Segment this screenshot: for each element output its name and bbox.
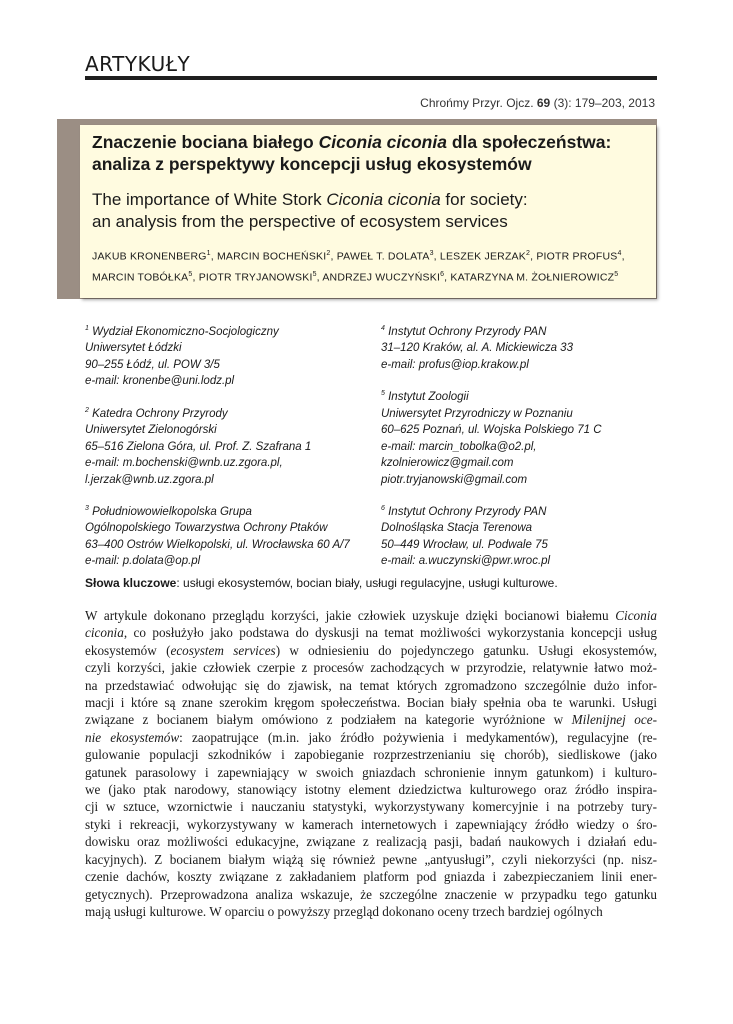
abstract-line: gulowanie populacji szkodników i zapobieganie rozprzestrzenianiu się chorób), siedliskowe (jako [85, 747, 657, 763]
keywords [85, 576, 665, 590]
keywords-label: Słowa kluczowe [85, 576, 177, 590]
abstract-line: ciconia, co posłużyło jako podstawa do dyskusji na temat możliwości wykorzystania koncepcji usług [85, 625, 657, 641]
author-list: JAKUB KRONENBERG$^1$, MARCIN BOCHEŃSKI$^2$, PAWEŁ T. DOLATA$^3$, LESZEK JERZAK$^2$, PIOTR PROFUS$^4$, MARCIN TOBÓŁKA$^5$, PIOTR TRYJANOWSKI$^5$, ANDRZEJ WUCZYŃSKI$^6$, KATARZYNA M. ŻOŁNIEROWICZ$^5$ [92, 250, 625, 283]
abstract-line: getycznych). Przeprowadzona analiza wskazuje, że szczególne znaczenie w przypadku tego gatunku [85, 886, 657, 902]
author-affiliation-mark: 5 [614, 270, 619, 278]
affiliation-line: e-mail: p.dolata@op.pl [85, 555, 201, 568]
author-affiliation-mark: 5 [312, 270, 317, 278]
section-rule [85, 76, 657, 80]
author-affiliation-mark: 4 [617, 250, 622, 257]
author-affiliation-mark: 2 [326, 250, 331, 257]
abstract-line: styki i rekreacji, wykorzystywany w kamerach internetowych i zapewniający źródło wiedzy o śro- [85, 816, 657, 832]
affiliations-right [381, 321, 661, 583]
affiliation-line: Ogólnopolskiego Towarzystwa Ochrony Ptaków [85, 522, 328, 535]
affiliation-block [381, 501, 661, 570]
author-affiliation-mark: 1 [206, 250, 211, 257]
affiliation-block [85, 403, 375, 488]
species-name: Ciconia ciconia [326, 190, 441, 209]
affiliation-line: l.jerzak@wnb.uz.zgora.pl [85, 473, 214, 486]
affiliation-line: 60–625 Poznań, ul. Wojska Polskiego 71 C [381, 424, 602, 437]
keywords-text: : usługi ekosystemów, bocian biały, usługi regulacyjne, usługi kulturowe. [176, 576, 558, 590]
abstract-line: macji i które są znane szerokim kręgom społeczeństwa. Bocian biały spełnia oba te warunki. Usługi [85, 695, 657, 711]
affiliation-number: 2 [85, 406, 89, 414]
abstract-line: czenie dachów, koszty związane z zakładaniem platform pod gniazda i zabezpieczaniem linii ener- [85, 869, 657, 885]
affiliation-block [85, 501, 375, 570]
affiliation-number: 5 [381, 390, 385, 398]
affiliation-line: piotr.tryjanowski@gmail.com [381, 473, 528, 486]
abstract-body [85, 607, 657, 920]
affiliation-line: e-mail: profus@iop.krakow.pl [381, 358, 529, 371]
section-label: ARTYKUŁY [85, 52, 191, 76]
abstract-line: cji w sztuce, wzornictwie i nauczaniu statystyki, wykorzystywany komercyjnie i na potrzeby tury- [85, 799, 657, 815]
affiliation-block [381, 386, 661, 488]
title-box [80, 125, 656, 298]
abstract-line: ekosystemów (ecosystem services) w odniesieniu do pojedynczego gatunku. Usługi ekosystemów, [85, 642, 657, 658]
affiliation-line: Uniwersytet Przyrodniczy w Poznaniu [381, 407, 573, 420]
author-name: MARCIN BOCHEŃSKI [216, 250, 327, 263]
citation-volume: 69 [536, 96, 551, 110]
abstract-line: na przedstawiać odwołując się do zjawisk, na temat których zgromadzono szczególnie dużo infor- [85, 677, 657, 693]
affiliation-line: $^4$ Instytut Ochrony Przyrody PAN [381, 325, 547, 338]
affiliation-number: 6 [381, 505, 385, 513]
abstract-line: czyli korzyści, jakie człowiek czerpie z procesów zachodzących w przyrodzie, relatywnie łatwo moż- [85, 660, 657, 676]
affiliations-left [85, 321, 375, 583]
citation-prefix: Chrońmy Przyr. Ojcz. [420, 96, 534, 110]
affiliation-line: 31–120 Kraków, al. A. Mickiewicza 33 [381, 342, 573, 355]
abstract-line: związane z bocianem białym omówiono z podziałem na kategorie wyróżnione w Milenijnej oce- [85, 712, 658, 728]
abstract-line: dowisku oraz możliwości edukacyjne, związane z realizacją pasji, badań naukowych i działań edu- [85, 834, 657, 850]
abstract-line: mają usługi kulturowe. W oparciu o powyższy przegląd dokonano oceny trzech bardziej ogólnych [85, 903, 603, 919]
species-name: Ciconia ciconia [318, 132, 447, 152]
abstract-line: nie ekosystemów: zaopatrujące (m.in. jako źródło pożywienia i medykamentów), regulacyjne (re- [85, 729, 657, 745]
affiliation-number: 3 [85, 505, 89, 513]
title-polish: Znaczenie bociana białego Ciconia ciconia dla społeczeństwa: analiza z perspektywy koncepcji usług ekosystemów [92, 132, 612, 174]
affiliation-line: kzolnierowicz@gmail.com [381, 457, 514, 470]
affiliation-line: $^6$ Instytut Ochrony Przyrody PAN [381, 505, 547, 518]
author-name: MARCIN TOBÓŁKA [92, 271, 189, 283]
title-english: The importance of White Stork Ciconia ciconia for society: an analysis from the perspective of ecosystem services [92, 190, 528, 231]
affiliation-line: e-mail: marcin_tobolka@o2.pl, [381, 440, 537, 453]
author-affiliation-mark: 5 [188, 270, 193, 278]
author-name: PIOTR TRYJANOWSKI [198, 271, 313, 283]
affiliation-line: 63–400 Ostrów Wielkopolski, ul. Wrocławska 60 A/7 [85, 538, 350, 551]
author-name: PIOTR PROFUS [536, 250, 618, 263]
affiliation-line: 50–449 Wrocław, ul. Podwale 75 [381, 538, 548, 551]
affiliation-block [381, 321, 661, 373]
author-name: JAKUB KRONENBERG [92, 250, 207, 263]
affiliation-line: Uniwersytet Łódzki [85, 342, 182, 355]
abstract-line: kacyjnych). Z bocianem białym wiążą się również pewne „antyusługi”, czyli niekorzyści (np. nisz- [85, 851, 657, 867]
author-name: KATARZYNA M. ŻOŁNIEROWICZ [450, 271, 615, 283]
journal-citation [420, 96, 655, 110]
affiliation-line: $^5$ Instytut Zoologii [381, 390, 469, 404]
affiliation-block [85, 321, 375, 390]
affiliation-line: e-mail: m.bochenski@wnb.uz.zgora.pl, [85, 457, 283, 470]
citation-issue-pages: (3): 179–203, 2013 [553, 96, 655, 110]
affiliation-line: e-mail: a.wuczynski@pwr.wroc.pl [381, 555, 551, 568]
author-affiliation-mark: 6 [440, 270, 445, 278]
affiliation-line: $^3$ Południowowielkopolska Grupa [85, 505, 252, 518]
abstract-line: W artykule dokonano przeglądu korzyści, jakie człowiek uzyskuje dzięki bocianowi białemu Ciconia [85, 608, 657, 623]
affiliation-number: 1 [85, 325, 89, 332]
author-name: PAWEŁ T. DOLATA [336, 250, 430, 263]
abstract-line: gatunek parasolowy i zapewniający w swoich gniazdach schronienie innym gatunkom) i kulturo- [85, 764, 657, 780]
author-name: ANDRZEJ WUCZYŃSKI [322, 271, 441, 283]
affiliation-line: Dolnośląska Stacja Terenowa [381, 522, 533, 535]
affiliation-line: Uniwersytet Zielonogórski [85, 424, 217, 437]
author-name: LESZEK JERZAK [439, 250, 526, 263]
affiliation-line: e-mail: kronenbe@uni.lodz.pl [85, 375, 235, 388]
author-affiliation-mark: 3 [429, 250, 434, 257]
author-affiliation-mark: 2 [525, 250, 531, 257]
affiliation-line: $^2$ Katedra Ochrony Przyrody [85, 406, 228, 420]
abstract-line: we (jako ptak narodowy, stanowiący istotny element dziedzictwa kulturowego oraz źródło inspira- [85, 782, 657, 798]
affiliation-line: 90–255 Łódź, ul. POW 3/5 [85, 358, 220, 371]
affiliation-line: 65–516 Zielona Góra, ul. Prof. Z. Szafrana 1 [85, 440, 312, 453]
affiliation-number: 4 [381, 325, 385, 332]
affiliation-line: $^1$ Wydział Ekonomiczno-Socjologiczny [85, 325, 279, 338]
